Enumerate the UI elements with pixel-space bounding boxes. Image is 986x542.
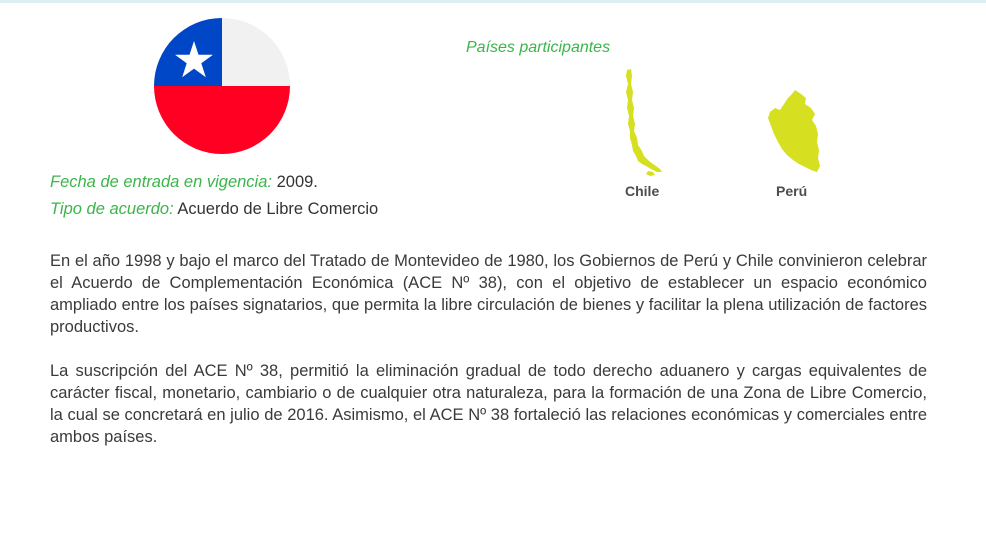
agreement-type-label: Tipo de acuerdo: xyxy=(50,200,174,218)
country-label-peru: Perú xyxy=(776,183,808,199)
agreement-type-value: Acuerdo de Libre Comercio xyxy=(177,200,379,218)
agreement-type-row xyxy=(50,199,378,219)
body-paragraph-2: La suscripción del ACE Nº 38, permitió la eliminación gradual de todo derecho aduanero y cargas equivalentes de carácter fiscal, monetario, cambiario o de cualquier otra naturaleza, para la formación de una Zona de Libre Comercio, la cual se concretará en julio de 2016. Asimismo, el ACE Nº 38 fortaleció las relaciones económicas y comerciales entre ambos países. xyxy=(50,362,927,446)
chile-map-icon xyxy=(618,68,666,178)
entry-into-force-row xyxy=(50,172,318,192)
body-paragraph-1: En el año 1998 y bajo el marco del Tratado de Montevideo de 1980, los Gobiernos de Perú y Chile convinieron celebrar el Acuerdo de Complementación Económica (ACE Nº 38), con el objetivo de establecer un espacio económico ampliado entre los países signatarios, que permita la libre circulación de bienes y facilitar la plena utilización de factores productivos. xyxy=(50,252,927,336)
entry-date-value: 2009. xyxy=(276,173,318,191)
entry-date-label: Fecha de entrada en vigencia: xyxy=(50,173,272,191)
chile-flag-icon xyxy=(154,18,290,154)
peru-map-icon xyxy=(765,88,823,176)
participating-countries-title: Países participantes xyxy=(466,39,611,56)
top-accent-strip xyxy=(0,0,986,3)
country-label-chile: Chile xyxy=(625,183,660,199)
